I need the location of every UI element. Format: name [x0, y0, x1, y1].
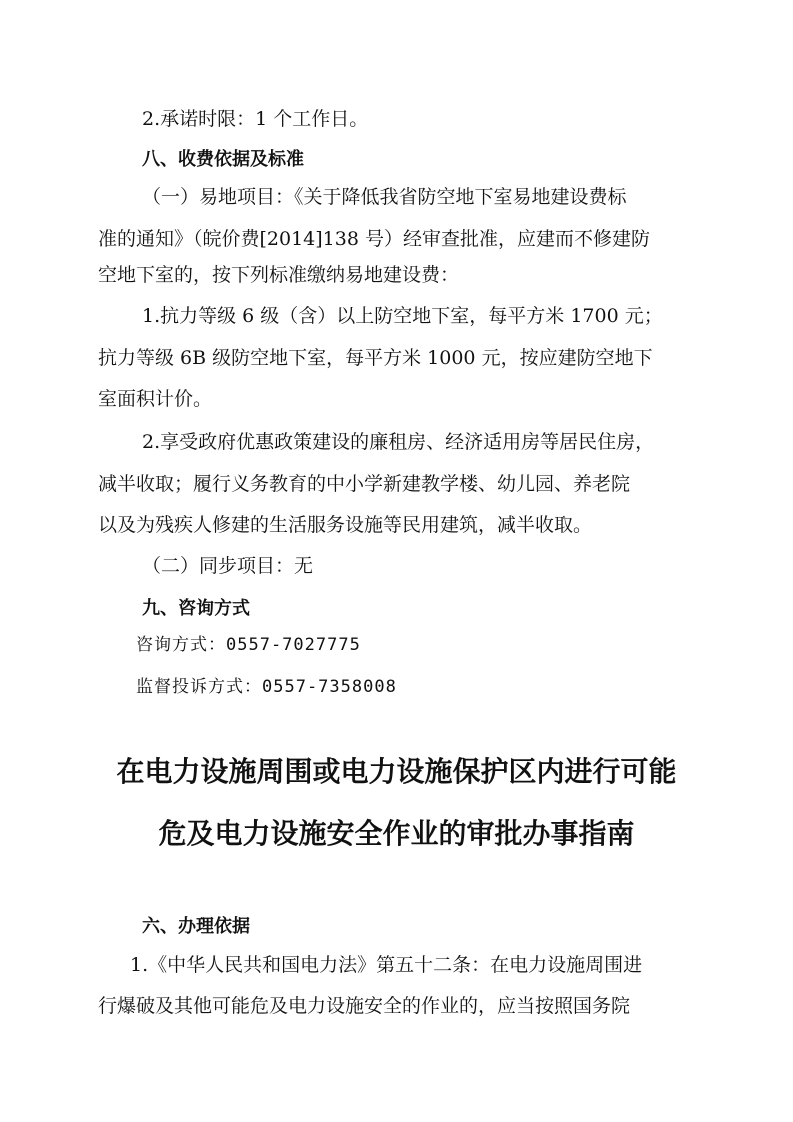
- complaint-phone: 监督投诉方式：0557-7358008: [136, 677, 397, 697]
- fee-basis-heading: 八、收费依据及标准: [142, 149, 304, 170]
- consult-heading: 九、咨询方式: [142, 598, 250, 619]
- guide-title-line2: 危及电力设施安全作业的审批办事指南: [158, 817, 635, 850]
- fee-item2-text: （二）同步项目：无: [142, 555, 314, 577]
- fee-item1-line3: 空地下室的，按下列标准缴纳易地建设费：: [98, 264, 460, 286]
- fee-item1-line1: （一）易地项目：《关于降低我省防空地下室易地建设费标: [142, 186, 627, 208]
- basis-line2: 行爆破及其他可能危及电力设施安全的作业的，应当按照国务院: [98, 995, 631, 1017]
- guide-title-line1: 在电力设施周围或电力设施保护区内进行可能: [116, 755, 677, 788]
- rule1-line3: 室面积计价。: [98, 388, 213, 410]
- rule1-line1: 1.抗力等级 6 级（含）以上防空地下室，每平方米 1700 元；: [142, 305, 663, 327]
- consult-phone: 咨询方式：0557-7027775: [136, 635, 361, 655]
- rule2-line2: 减半收取；履行义务教育的中小学新建教学楼、幼儿园、养老院: [98, 473, 631, 495]
- basis-heading: 六、办理依据: [142, 916, 250, 937]
- basis-line1: 1.《中华人民共和国电力法》第五十二条：在电力设施周围进: [130, 954, 643, 976]
- fee-item1-line2: 准的通知》（皖价费[2014]138 号）经审查批准，应建而不修建防: [98, 228, 650, 250]
- rule2-line1: 2.享受政府优惠政策建设的廉租房、经济适用房等居民住房，: [142, 431, 655, 453]
- rule1-line2: 抗力等级 6B 级防空地下室，每平方米 1000 元，按应建防空地下: [98, 347, 653, 369]
- commitment-time-text: 2.承诺时限：1 个工作日。: [142, 108, 369, 130]
- rule2-line3: 以及为残疾人修建的生活服务设施等民用建筑，减半收取。: [98, 514, 593, 536]
